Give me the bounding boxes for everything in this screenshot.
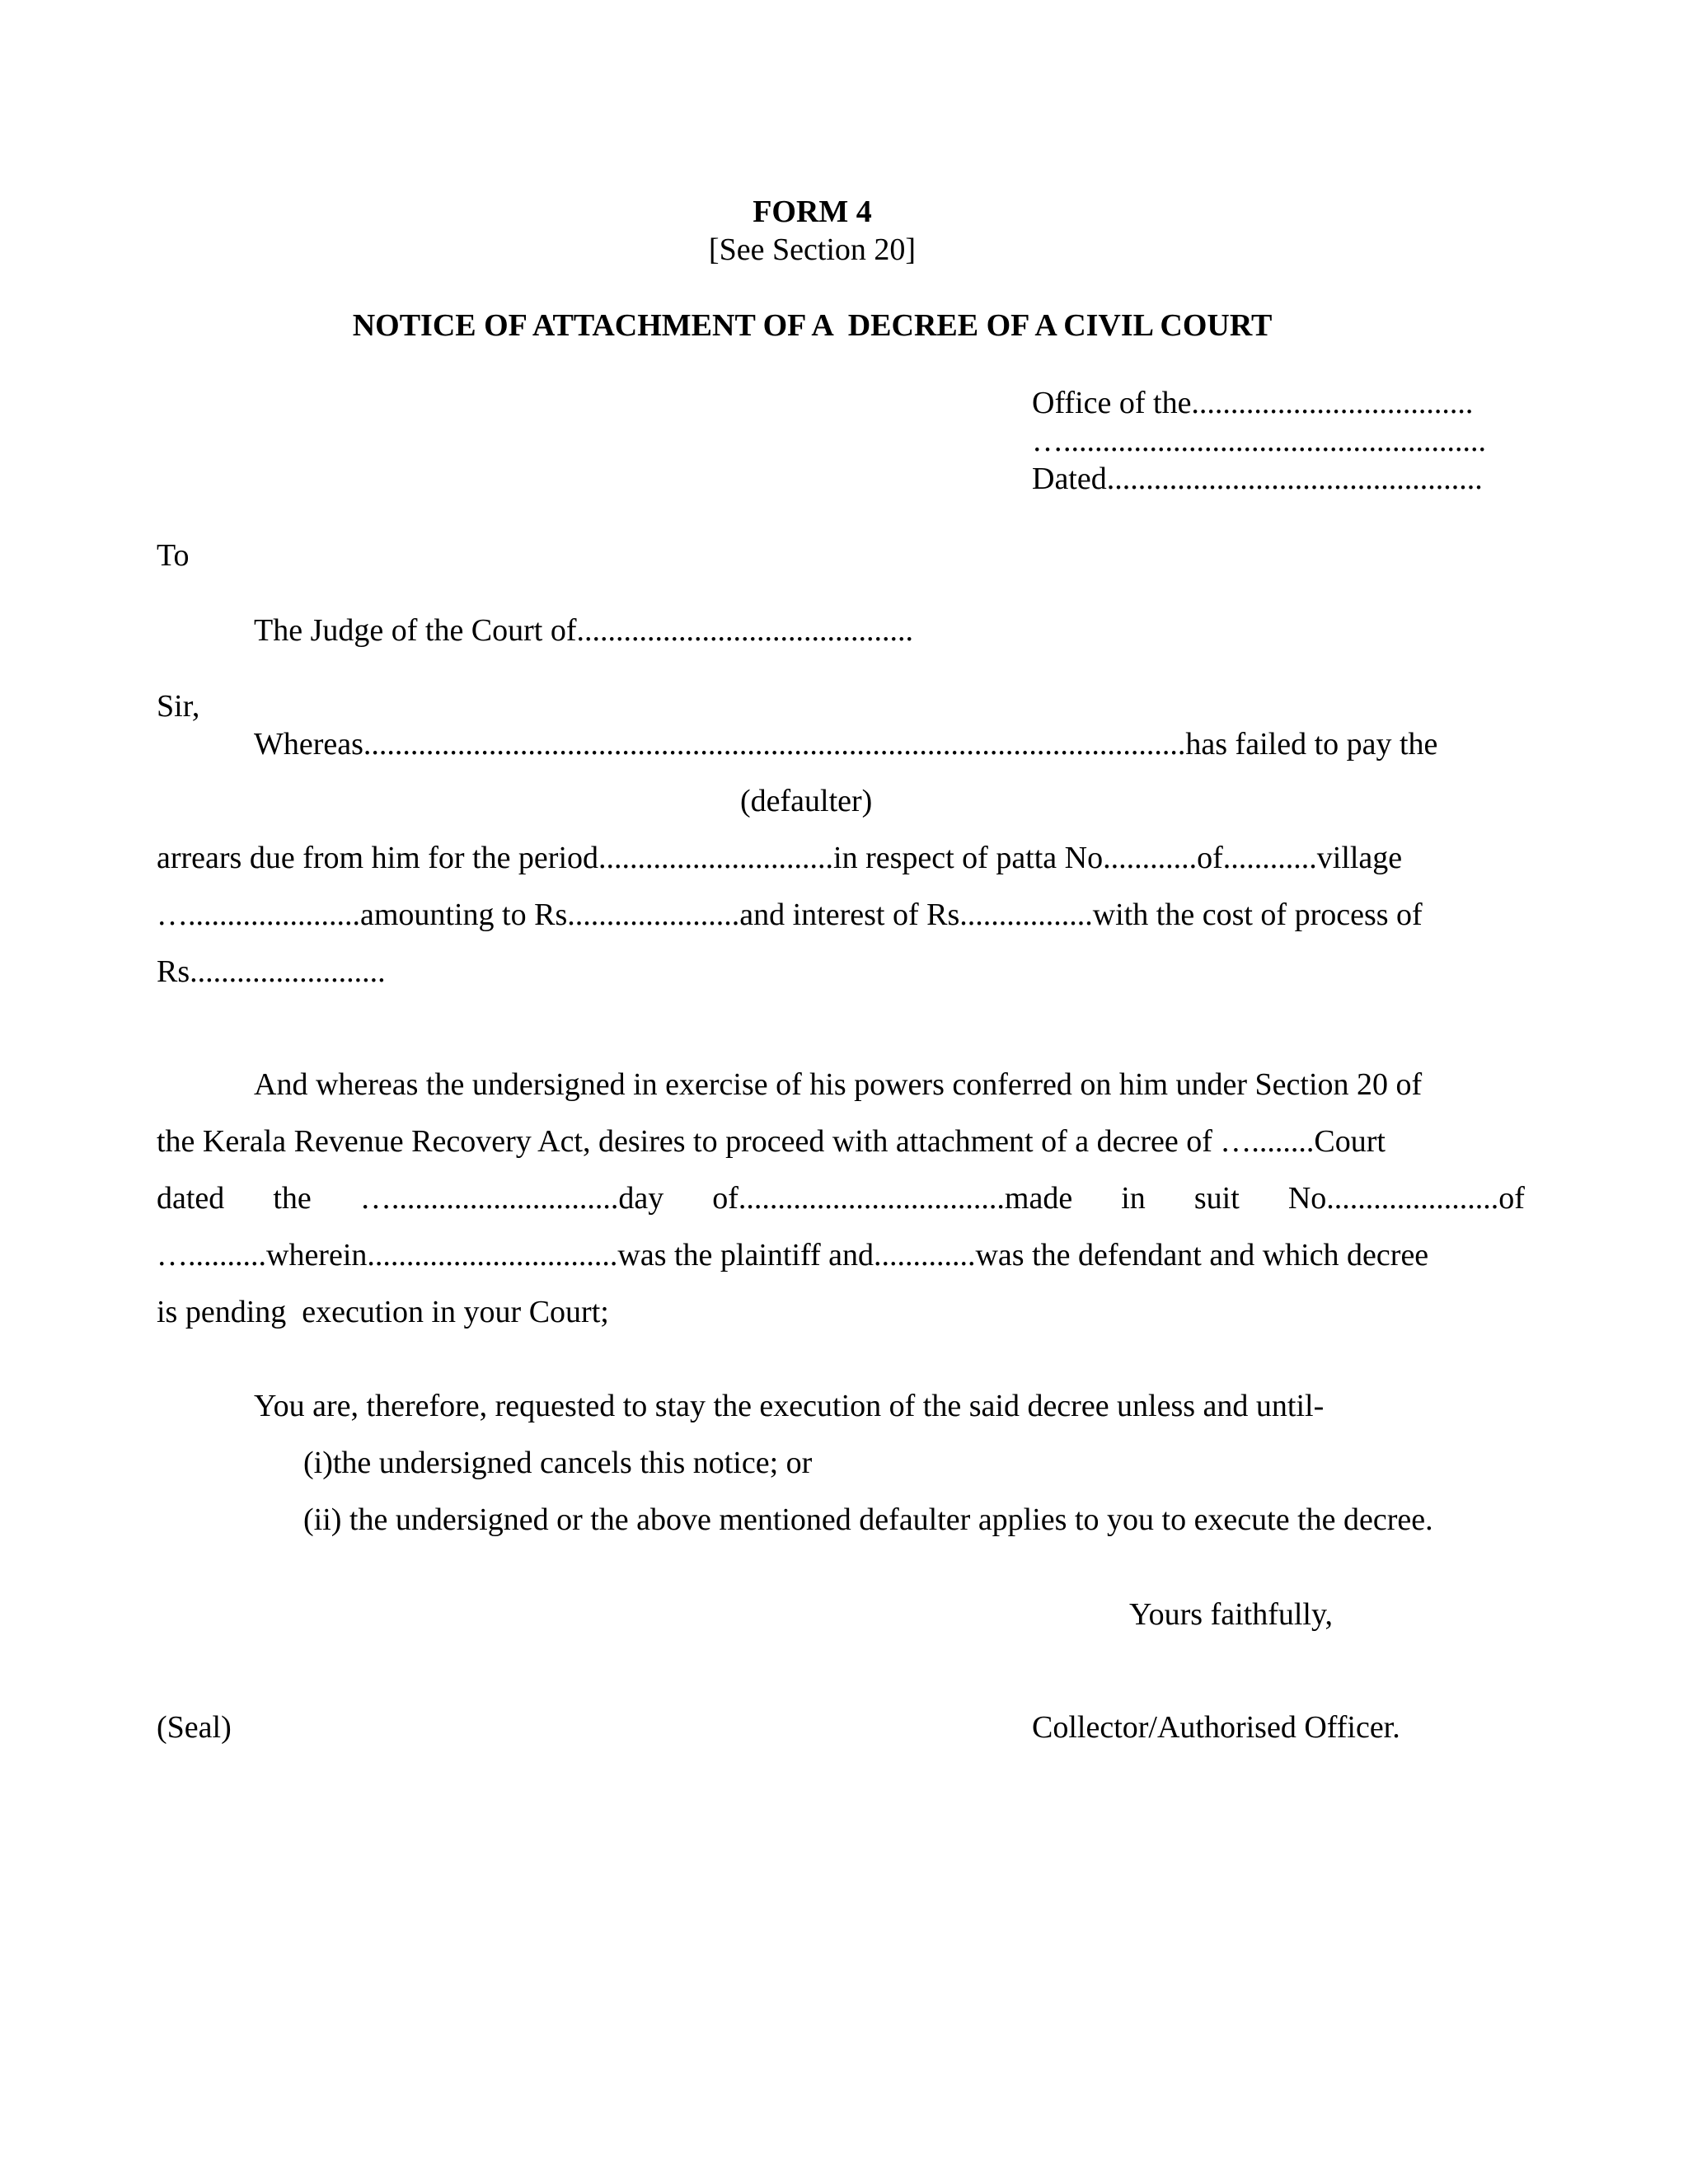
para1-line2: arrears due from him for the period..............................in respect of patta No............of............village [157,841,1403,875]
office-line: Office of the.................................... [1032,386,1474,420]
para2-line1: And whereas the undersigned in exercise of his powers conferred on him under Section 20 of [254,1067,1423,1102]
para2-line3-word: the [273,1181,312,1216]
para2-line3-word: No......................of [1287,1181,1525,1216]
para2-line5: is pending execution in your Court; [157,1295,609,1329]
form-number: FORM 4 [753,194,872,229]
para2-line4: …..........wherein................................was the plaintiff and.............was the defendant and which decree [157,1238,1429,1272]
para2-line3-word: suit [1193,1181,1240,1216]
defaulter-note: (defaulter) [740,784,873,818]
para2-line3-word: in [1121,1181,1146,1216]
to-label: To [157,538,190,573]
yours-faithfully: Yours faithfully, [1129,1597,1334,1632]
page-title: NOTICE OF ATTACHMENT OF A DECREE OF A CIVIL COURT [352,308,1273,343]
salutation: Sir, [157,689,200,724]
para3-item1: (i)the undersigned cancels this notice; or [303,1446,813,1480]
para2-line3 [157,1183,1525,1214]
para2-line3-word: of..................................made [712,1181,1073,1216]
para3-intro: You are, therefore, requested to stay the execution of the said decree unless and until- [254,1389,1325,1423]
dated-line: Dated................................................ [1032,462,1483,496]
para1-line1: Whereas.........................................................................................................has failed to pay the [254,727,1438,762]
para1-line4: Rs......................... [157,954,386,989]
para2-line3-word: ….............................day [359,1181,664,1216]
seal-label: (Seal) [157,1710,232,1745]
para1-line3: …......................amounting to Rs......................and interest of Rs.................with the cost of process of [157,898,1423,932]
signatory-title: Collector/Authorised Officer. [1032,1710,1400,1745]
para2-line2: the Kerala Revenue Recovery Act, desires to proceed with attachment of a decree of …........Court [157,1124,1386,1159]
office-continuation-line: …...................................................... [1032,424,1486,458]
para3-item2: (ii) the undersigned or the above mentioned defaulter applies to you to execute the decree. [303,1502,1433,1537]
para2-line3-word: dated [157,1181,225,1216]
judge-line: The Judge of the Court of........................................... [254,613,914,648]
section-reference: [See Section 20] [708,232,917,267]
